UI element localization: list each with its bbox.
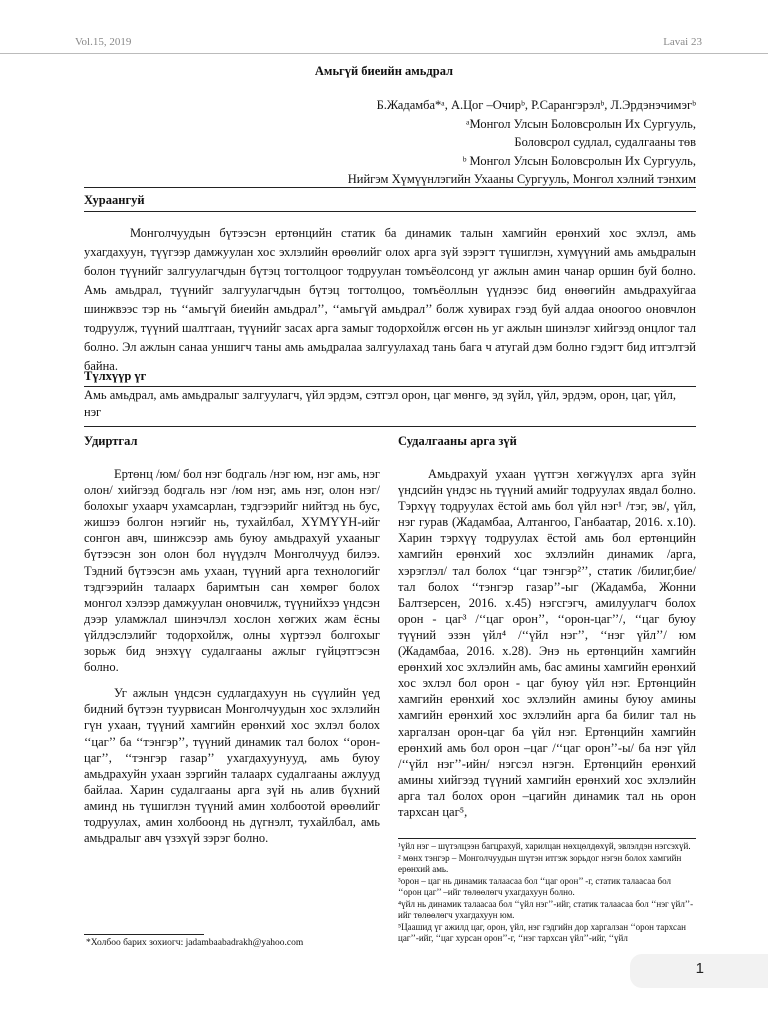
page-number: 1 bbox=[695, 960, 704, 977]
footnote-4: ⁴үйл нь динамик талаасаа бол ‘‘үйл нэг’’-ийг, статик талаасаа бол ‘‘нэг үйл’’-ийг төлөөлөгч ухагдахуун юм. bbox=[398, 898, 694, 920]
header-divider bbox=[0, 53, 768, 54]
body-top-rule bbox=[84, 426, 696, 427]
keywords-text: Амь амьдрал, амь амьдралыг залгуулагч, үйл эрдэм, сэтгэл орон, цаг мөнгө, эд зүйл, үйл, эрдэм, орон, цаг, үйл, нэг bbox=[84, 388, 677, 419]
author-block bbox=[348, 96, 696, 189]
affiliation-a-line1: ᵃМонгол Улсын Боловсролын Их Сургууль, bbox=[466, 116, 696, 131]
affiliation-a-line2: Боловсрол судлал, судалгааны төв bbox=[514, 135, 696, 149]
intro-paragraph-1: Ертөнц /юм/ бол нэг бодгаль /нэг юм, нэг амь, нэг олон/ хийгээд бодгаль нэг /юм нэг, амь нэг, олон нэг/ болохыг ухаарч ухамсарлан, тэдгээрийг нийтэд нь бус, жишээ болгон нэгийг нь, тухайлбал, ХҮМҮҮН-ийг сонгон авч, шинжсээр амь буюу амьдрахуй ухааныг бүтээсэн зон олон бол нүүдэлч Монголчууд билээ. Тэдний бүтээсэн амь ухаан, түүний арга технологийг тэдгээрийн талаарх баримтын сан хөмрөг болох монгол хэлээр дамжуулан оновчилж, түүнийхээ үндсэн дээр уламжлал шинэчлэл хослон хөгжих жам ёсны үйлдэслэлийг тодорхойлж, олны хүртээл болгохыг зорьж бид энэхүү судалгааны ажлыг гүйцэтгэсэн болно. bbox=[84, 467, 380, 675]
footnote-2: ² мөнх тэнгэр – Монголчуудын шүтэн итгэж зорьдог нэгэн болох хамгийн ерөнхий амь. bbox=[398, 852, 682, 874]
method-column bbox=[398, 466, 696, 820]
abstract-body bbox=[84, 224, 696, 376]
footnote-5: ⁵Цаашид үг ажилд цаг, орон, үйл, нэг гэдгийн дор харгалзан ‘‘орон тархсан цаг’’-ийг, ‘‘цаг хурсан орон’’-г, ‘‘нэг тархсан үйл’’-ийг, ‘‘үйл bbox=[398, 921, 686, 943]
intro-paragraph-2: Уг ажлын үндсэн судлагдахуун нь сүүлийн үед бидний бүтээн туурвисан Монголчуудын хос эхлэлийн гүн ухаан, түүний хамгийн ерөнхий хос эхлэл болох ‘‘цаг’’ ба ‘‘тэнгэр’’, түүний динамик тал болох ‘‘орон-цаг’’, ‘‘тэнгэр газар’’ ухагдахуунууд, амь буюу амьдрахуйн ухаан зэргийн талаарх судалгааны ажлууд байлаа. Харин судалгааны арга зүй нь алив бүхний аминд нь түшиглэн түүний амин холбоотой өрөөлийг тодруулах, амин холбоонд нь дүгнэлт, тухайлбал, амь амьдралыг авч үзэхүй зэрэг болно. bbox=[84, 686, 380, 846]
method-paragraph: Амьдрахуй ухаан үүтгэн хөгжүүлэх арга зүйн үндсийн үндэс нь түүний амийг тодруулах явдал болно. Тэрхүү тодруулах ёстой амь бол үйл нэг¹ /тэг, эв/, үйл, нэг гурав (Жадамбаа, Алтангоо, Ганбаатар, 2016. х.10). Харин тэрхүү тодруулах ёстой амь бол ертөнцийн хамгийн ерөнхий хос эхлэлийн динамик /арга, хэрэглэл/ тал болох ‘‘цаг тэнгэр²’’, статик /билиг,бие/ тал болох ‘‘тэнгэр газар’’-ыг (Жадамба, Жонни Балтзерсен, 2016. х.45) нэгсгэгч, амилуулагч болох орон - цаг³ /‘‘цаг орон’’, ‘‘орон-цаг’’/, ‘‘цаг буюу түүний эзэн үйл⁴ /‘‘үйл нэг’’, ‘‘нэг үйл’’/ юм (Жадамбаа, 2016. х.28). Энэ нь ертөнцийн хамгийн ерөнхий хос эхлэлийн амь, бас амины хамгийн ерөнхий хос эхлэл бол орон - цаг буюу үйл нэг. Ертөнцийн хамгийн ерөнхий хос эхлэлийн амины буюу амины хамгийн ерөнхий хос эхлэлийн арга ба билиг тал нь харгалзан орон-цаг ба үйл нэг. Ертөнцийн хамгийн ерөнхий амь бол орон –цаг /‘‘цаг орон’’-ы/ ба нэг үйл /‘‘үйл нэг’’-ийн/ нэгсэл нэгэн. Ертөнцийн ерөнхий амины хийгээд түүний хамгийн ерөнхий хос эхлэлийн арга тал болох орон –цагийн динамик тал нь орон тархсан цаг⁵, bbox=[398, 467, 696, 819]
keywords-heading: Түлхүүр үг bbox=[84, 369, 147, 383]
abstract-heading-rule bbox=[84, 211, 696, 212]
intro-heading: Удиртгал bbox=[84, 434, 138, 448]
footnote-rule-right bbox=[398, 838, 696, 839]
footnote-1: ¹үйл нэг – шүтэлцээн багцрахуй, харилцан нөхцөлдөхүй, эвлэлдэн нэгсэхүй. bbox=[398, 841, 691, 851]
corresponding-author-footnote: *Холбоо барих зохиогч: jadambaabadrakh@yahoo.com bbox=[86, 938, 304, 948]
page-number-tab bbox=[630, 954, 768, 988]
footnotes-block bbox=[398, 841, 696, 945]
abstract-text: Монголчуудын бүтээсэн ертөнцийн статик ба динамик талын хамгийн ерөнхий хос эхлэл, амь ухагдахуун, түүгээр дамжуулан хос эхлэлийн өрөөлийг олох арга зүй зэрэгт түшиглэн, хүмүүний амь амьдралын болон түүнийг залгуулагчдын бүтэц тогтолцоог тодруулан томъёолсонд уг ажлын амин чанар оршин буй болно. Амь амьдрал, түүнийг залгуулагчдын бүтэц тогтолцоо, томъёоллын үүднээс бид өнөөгийн амьдрахуйгаа шинжвээс тэр нь ‘‘амьгүй биеийн амьдрал’’, ‘‘амьгүй амьдрал’’ болж хувирах гээд буй алдаа оноогоо оновчлон тодруулж, түүний шалтгаан, түүнийг засах арга замыг тодорхойлж өгсөн нь уг ажлын шинэлэг хийгээд онцлог тал болно. Эл ажлын санаа уншигч таны амь амьдралаа залгуулахад тань бага ч атугай дэм болно гэдэгт бид итгэлтэй байна. bbox=[84, 226, 696, 373]
abstract-top-rule bbox=[84, 187, 696, 188]
running-header-volume: Vol.15, 2019 bbox=[75, 36, 132, 48]
running-header-journal: Lavai 23 bbox=[663, 36, 702, 48]
author-names: Б.Жадамба*ᵃ, А.Цог –Очирᵇ, Р.Сарангэрэлᵇ, Л.Эрдэнэчимэгᵇ bbox=[376, 98, 696, 112]
paper-title: Амьгүй биеийн амьдрал bbox=[314, 64, 454, 78]
footnote-3: ³орон – цаг нь динамик талаасаа бол ‘‘цаг орон’’ -г, статик талаасаа бол ‘‘орон цаг’’ –ийг төлөөлөгч ухагдахуун болно. bbox=[398, 875, 671, 897]
method-heading: Судалгааны арга зүй bbox=[398, 434, 517, 448]
intro-column bbox=[84, 466, 380, 846]
affiliation-b-line1: ᵇ Монгол Улсын Боловсролын Их Сургууль, bbox=[462, 153, 696, 168]
abstract-heading: Хураангуй bbox=[84, 193, 145, 207]
affiliation-b-line2: Нийгэм Хүмүүнлэгийн Ухааны Сургууль, Монгол хэлний тэнхим bbox=[347, 172, 696, 186]
footnote-rule-left bbox=[84, 934, 204, 935]
